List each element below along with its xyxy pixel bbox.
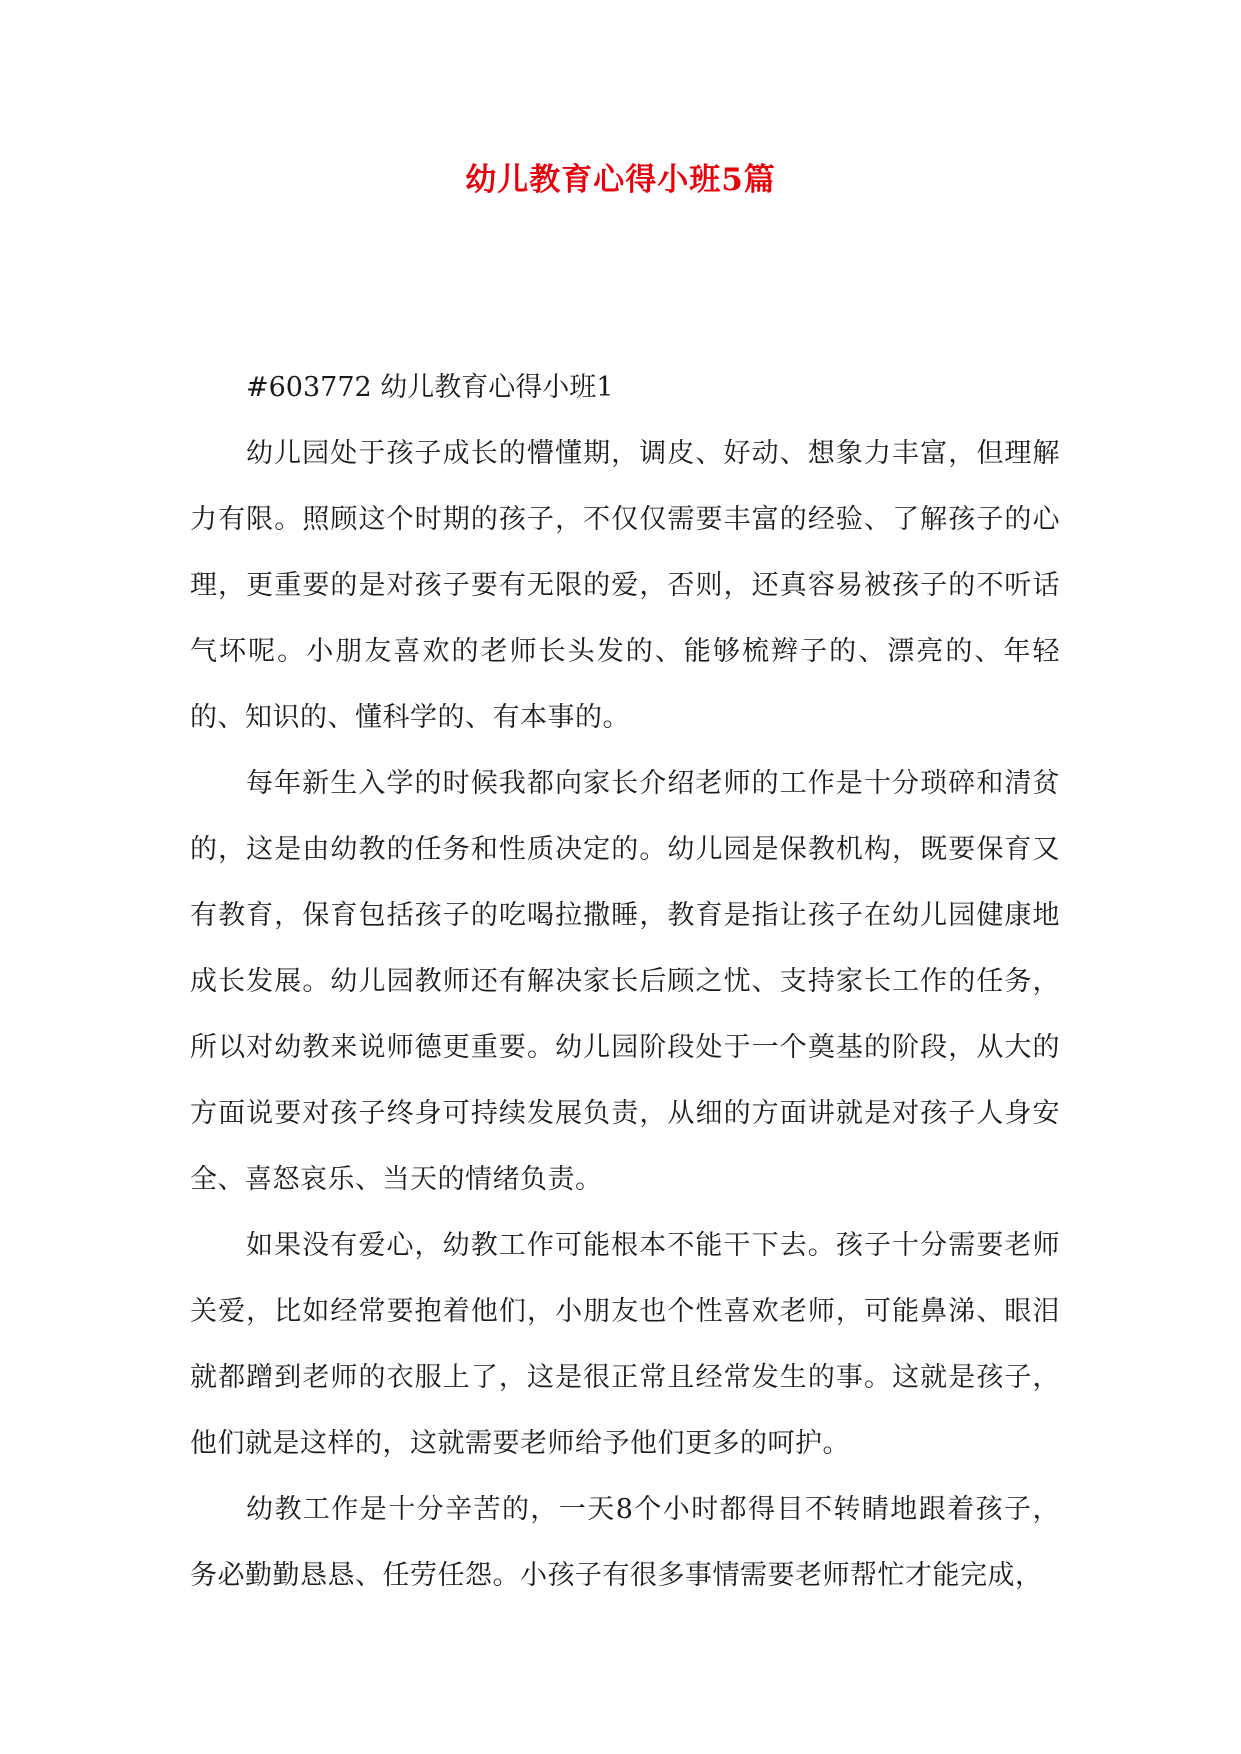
- paragraph: 幼教工作是十分辛苦的，一天8个小时都得目不转睛地跟着孩子，务必勤勤恳恳、任劳任怨。小孩子有很多事情需要老师帮忙才能完成，: [190, 1494, 1060, 1591]
- paragraph: 每年新生入学的时候我都向家长介绍老师的工作是十分琐碎和清贫的，这是由幼教的任务和性质决定的。幼儿园是保教机构，既要保育又有教育，保育包括孩子的吃喝拉撒睡，教育是指让孩子在幼儿园健康地成长发展。幼儿园教师还有解决家长后顾之忧、支持家长工作的任务，所以对幼教来说师德更重要。幼儿园阶段处于一个奠基的阶段，从大的方面说要对孩子终身可持续发展负责，从细的方面讲就是对孩子人身安全、喜怒哀乐、当天的情绪负责。: [190, 768, 1060, 1195]
- paragraph: 如果没有爱心，幼教工作可能根本不能干下去。孩子十分需要老师关爱，比如经常要抱着他们，小朋友也个性喜欢老师，可能鼻涕、眼泪就都蹭到老师的衣服上了，这是很正常且经常发生的事。这就是孩子，他们就是这样的，这就需要老师给予他们更多的呵护。: [190, 1230, 1060, 1459]
- document-title: 幼儿教育心得小班5篇: [465, 162, 776, 198]
- section-heading: #603772 幼儿教育心得小班1: [246, 372, 614, 403]
- paragraph: 幼儿园处于孩子成长的懵懂期，调皮、好动、想象力丰富，但理解力有限。照顾这个时期的孩子，不仅仅需要丰富的经验、了解孩子的心理，更重要的是对孩子要有无限的爱，否则，还真容易被孩子的不听话气坏呢。小朋友喜欢的老师长头发的、能够梳辫子的、漂亮的、年轻的、知识的、懂科学的、有本事的。: [190, 438, 1060, 733]
- document-body: [190, 355, 1060, 1609]
